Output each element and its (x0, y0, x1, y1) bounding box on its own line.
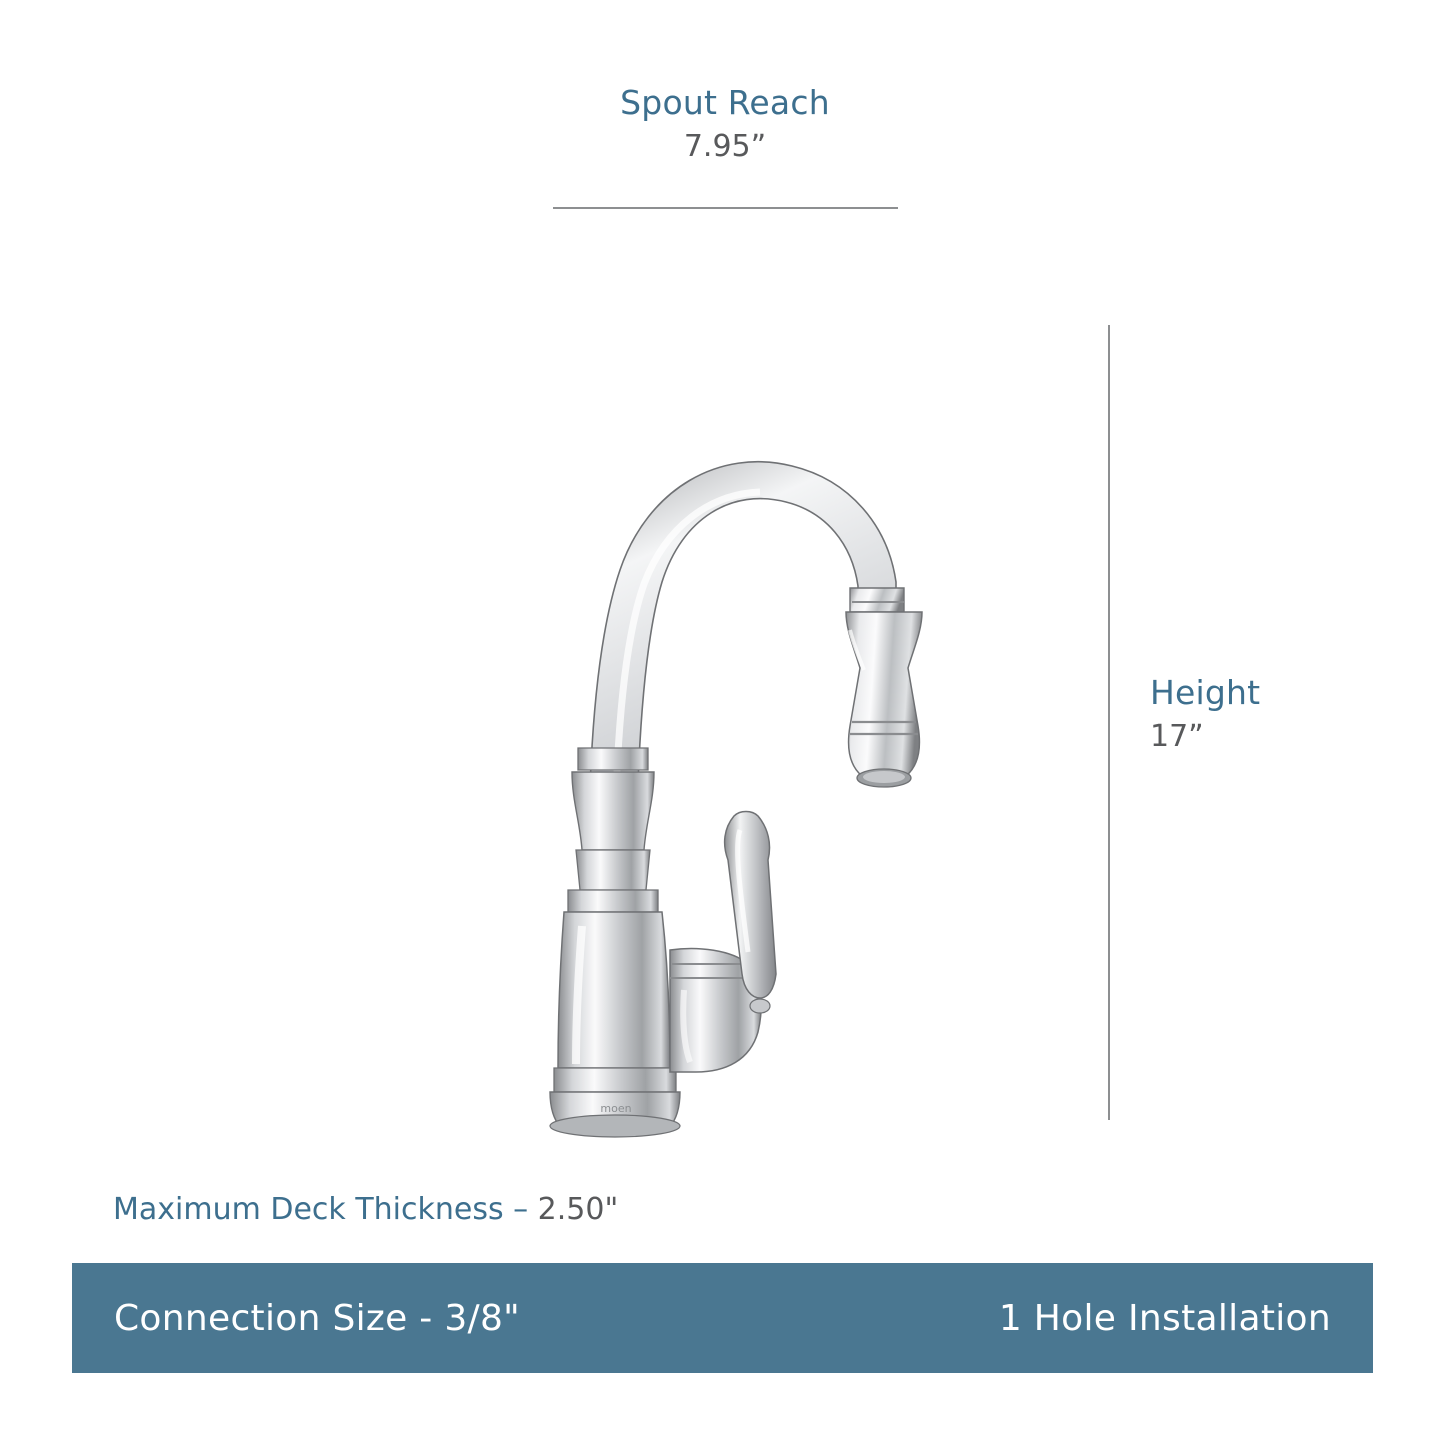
connection-size-text: Connection Size - 3/8" (114, 1297, 521, 1339)
deck-thickness-value: 2.50" (537, 1192, 619, 1227)
spout-reach-group (525, 82, 925, 168)
height-value: 17” (1150, 719, 1204, 755)
height-measure-line (1108, 325, 1110, 1120)
height-group (1150, 672, 1400, 758)
spec-footer-bar (72, 1263, 1373, 1373)
spout-reach-measure-line (553, 207, 898, 209)
hole-installation-text: 1 Hole Installation (998, 1297, 1331, 1339)
deck-thickness-label: Maximum Deck Thickness – (113, 1192, 538, 1227)
height-label: Height (1150, 673, 1261, 712)
faucet-illustration (520, 330, 1020, 1140)
spout-reach-value: 7.95” (683, 129, 767, 165)
deck-thickness-group (113, 1192, 618, 1227)
svg-text:moen: moen (600, 1102, 632, 1115)
spout-reach-label: Spout Reach (620, 83, 830, 122)
